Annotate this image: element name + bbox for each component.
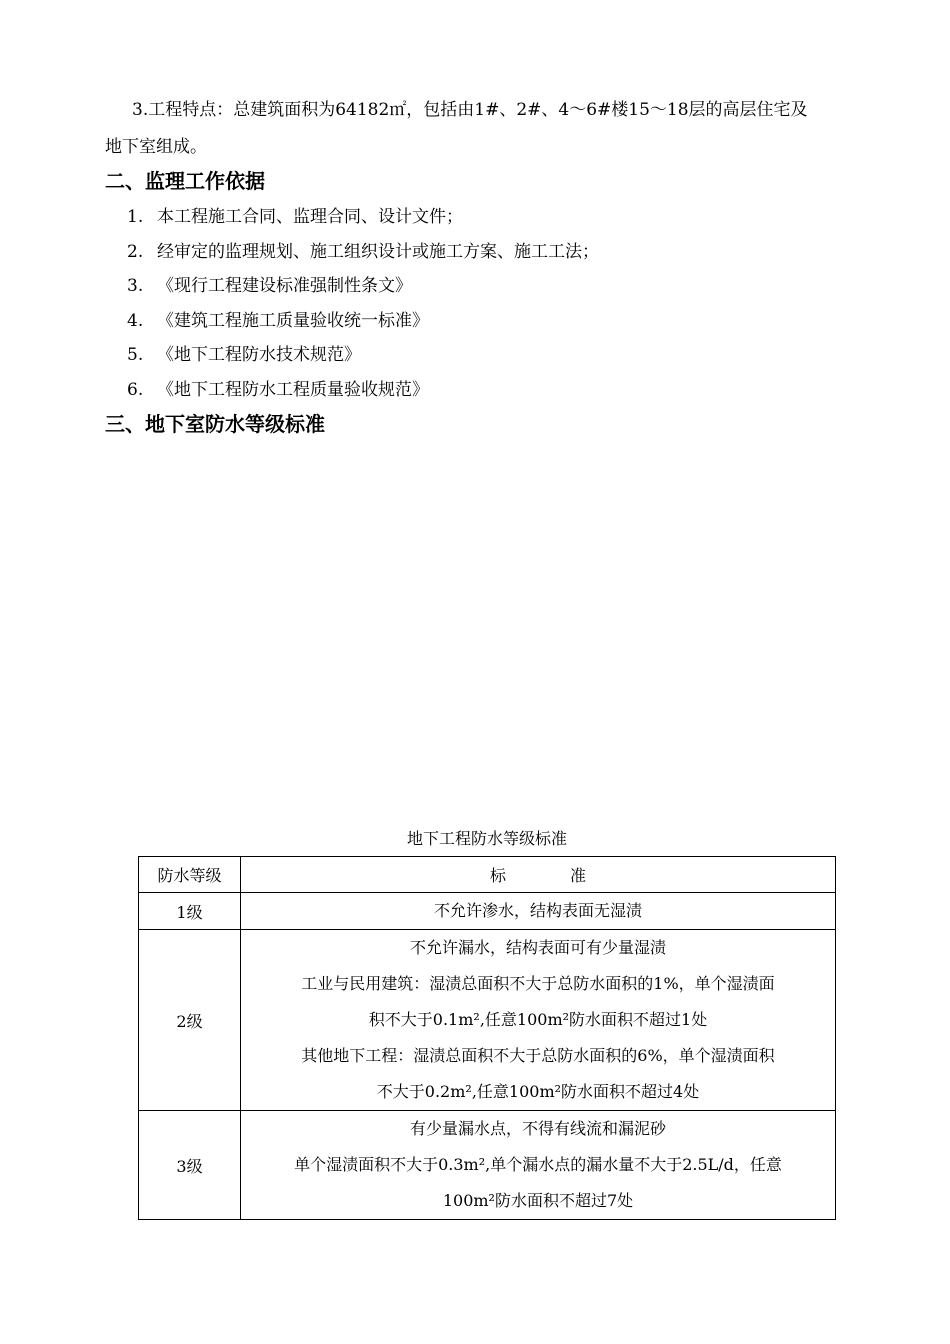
standard-cell (241, 930, 836, 1111)
grade-cell: 2级 (139, 930, 241, 1111)
list-item-number: 1. (127, 207, 144, 227)
list-item (127, 206, 463, 228)
standard-line: 积不大于0.1m²,任意100m²防水面积不超过1处 (368, 1010, 708, 1029)
standard-line: 不允许漏水，结构表面可有少量湿渍 (409, 938, 666, 957)
list-item-number: 6. (127, 380, 144, 400)
table-row (139, 893, 836, 930)
project-features-line-2: 地下室组成。 (105, 137, 207, 157)
standard-line: 有少量漏水点，不得有线流和漏泥砂 (409, 1119, 666, 1138)
list-item-text: 《现行工程建设标准强制性条文》 (157, 276, 412, 296)
grade-cell: 1级 (139, 893, 241, 930)
section-heading-waterproof-standard: 三、地下室防水等级标准 (105, 412, 325, 436)
list-item-text: 《建筑工程施工质量验收统一标准》 (157, 311, 429, 331)
table-caption: 地下工程防水等级标准 (406, 829, 567, 848)
table-row (139, 930, 836, 1111)
project-features-line-1: 3.工程特点：总建筑面积为64182㎡，包括由1#、2#、4～6#楼15～18层的高层住宅及 (132, 100, 808, 120)
list-item-text: 《地下工程防水技术规范》 (157, 345, 361, 365)
standard-cell (241, 1111, 836, 1220)
header-standard: 标 准 (241, 857, 836, 893)
list-item-text: 经审定的监理规划、施工组织设计或施工方案、施工工法； (157, 242, 599, 262)
list-item-text: 《地下工程防水工程质量验收规范》 (157, 380, 429, 400)
standard-cell (241, 893, 836, 930)
header-grade: 防水等级 (139, 857, 241, 893)
standard-line: 不允许渗水，结构表面无湿渍 (433, 901, 642, 920)
standard-line: 单个湿渍面积不大于0.3m²,单个漏水点的漏水量不大于2.5L/d，任意 (294, 1155, 782, 1174)
standard-line: 不大于0.2m²,任意100m²防水面积不超过4处 (376, 1082, 700, 1101)
standard-line: 100m²防水面积不超过7处 (442, 1191, 634, 1210)
standard-line: 工业与民用建筑：湿渍总面积不大于总防水面积的1%，单个湿渍面 (301, 974, 775, 993)
list-item (127, 310, 429, 332)
list-item (127, 344, 361, 366)
waterproof-grade-table (138, 856, 836, 1220)
list-item-number: 5. (127, 345, 144, 365)
list-item-number: 2. (127, 242, 144, 262)
list-item (127, 275, 412, 297)
list-item-number: 3. (127, 276, 144, 296)
standard-line: 其他地下工程：湿渍总面积不大于总防水面积的6%，单个湿渍面积 (301, 1046, 775, 1065)
list-item (127, 241, 599, 263)
grade-cell: 3级 (139, 1111, 241, 1220)
table-header-row (139, 857, 836, 893)
list-item-number: 4. (127, 311, 144, 331)
table-row (139, 1111, 836, 1220)
section-heading-basis: 二、监理工作依据 (105, 169, 265, 193)
list-item-text: 本工程施工合同、监理合同、设计文件； (157, 207, 463, 227)
list-item (127, 379, 429, 401)
